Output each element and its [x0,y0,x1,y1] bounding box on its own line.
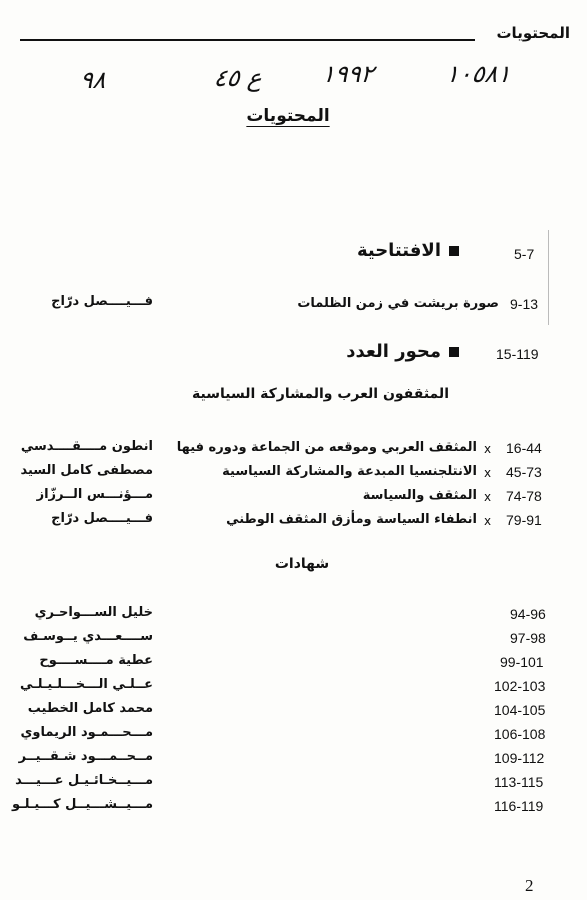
article-title[interactable]: انطفاء السياسة ومأزق المثقف الوطني [226,512,477,527]
article-pages: 74-78 [506,488,542,504]
testimony-author[interactable]: عطية مــــســــوح [39,653,153,668]
section-dossier-pages: 15-119 [496,346,539,362]
testimony-author[interactable]: عــلـي الـــخـــلـيـلـي [20,677,153,692]
section-dossier[interactable] [346,341,459,362]
header-rule [20,39,475,41]
article-title[interactable]: المثقف العربي وموقعه من الجماعة ودوره فيها [176,440,477,455]
testimony-pages: 116-119 [494,798,544,814]
testimony-pages: 113-115 [494,774,544,790]
handwritten-note-4: ٩٨ [78,66,108,94]
article-author: مـــؤنـــس الــرزّاز [36,487,153,502]
editorial-author: فـــيــــصل درّاج [51,294,153,309]
testimony-pages: 104-105 [494,702,546,718]
square-bullet-icon [449,347,459,357]
testimony-author[interactable]: مـــيــشـــيــل كـــيـلـو [12,797,153,812]
check-mark-icon: x [484,514,492,528]
testimony-author[interactable]: ســــعـــدي يــوسـف [23,629,153,644]
running-header-title: المحتويات [496,24,570,42]
testimony-author[interactable]: محمد كامل الخطيب [27,701,153,716]
testimony-pages: 94-96 [510,606,546,622]
section-dossier-title: محور العدد [346,341,441,362]
testimonies-heading: شهادات [274,556,330,572]
article-pages: 79-91 [506,512,542,528]
square-bullet-icon [449,246,459,256]
page-number: 2 [525,876,534,895]
editorial-pages: 9-13 [510,296,539,312]
testimony-author[interactable]: خليل الســـواحـري [34,605,153,620]
check-mark-icon: x [484,490,492,504]
testimony-author[interactable]: مـــيــخـائـيـل عـــيـــد [15,773,153,788]
testimony-pages: 109-112 [494,750,545,766]
testimony-pages: 102-103 [494,678,546,694]
handwritten-note-1: ١٠٥٨١ [444,60,512,88]
editorial-title[interactable]: صورة بريشت في زمن الظلمات [297,296,499,311]
article-author: مصطفى كامل السيد [20,463,153,478]
article-author: فـــيــــصل درّاج [51,511,153,526]
section-opening[interactable] [357,240,459,261]
check-mark-icon: x [484,442,492,456]
section-opening-pages: 5-7 [514,246,535,262]
article-pages: 16-44 [506,440,542,456]
handwritten-note-2: ١٩٩٢ [320,60,376,88]
dossier-subtitle: المثقفون العرب والمشاركة السياسية [192,386,449,402]
article-title[interactable]: الانتلجنسيا المبدعة والمشاركة السياسية [222,464,477,479]
testimony-author[interactable]: مـــحـــمـود الريماوي [20,725,153,740]
testimony-author[interactable]: مــحــمـــود شـقــيــر [18,749,153,764]
testimony-pages: 97-98 [510,630,546,646]
section-opening-title: الافتتاحية [356,240,441,261]
testimony-pages: 106-108 [494,726,546,742]
handwritten-note-3: ع ٤٥ [212,64,264,92]
testimony-pages: 99-101 [500,654,544,670]
article-author: انطون مــــقــــدسي [20,439,153,454]
article-pages: 45-73 [506,464,542,480]
page-title: المحتويات [246,106,330,126]
scan-artifact-line [548,230,549,325]
article-title[interactable]: المثقف والسياسة [362,488,477,503]
check-mark-icon: x [484,466,492,480]
